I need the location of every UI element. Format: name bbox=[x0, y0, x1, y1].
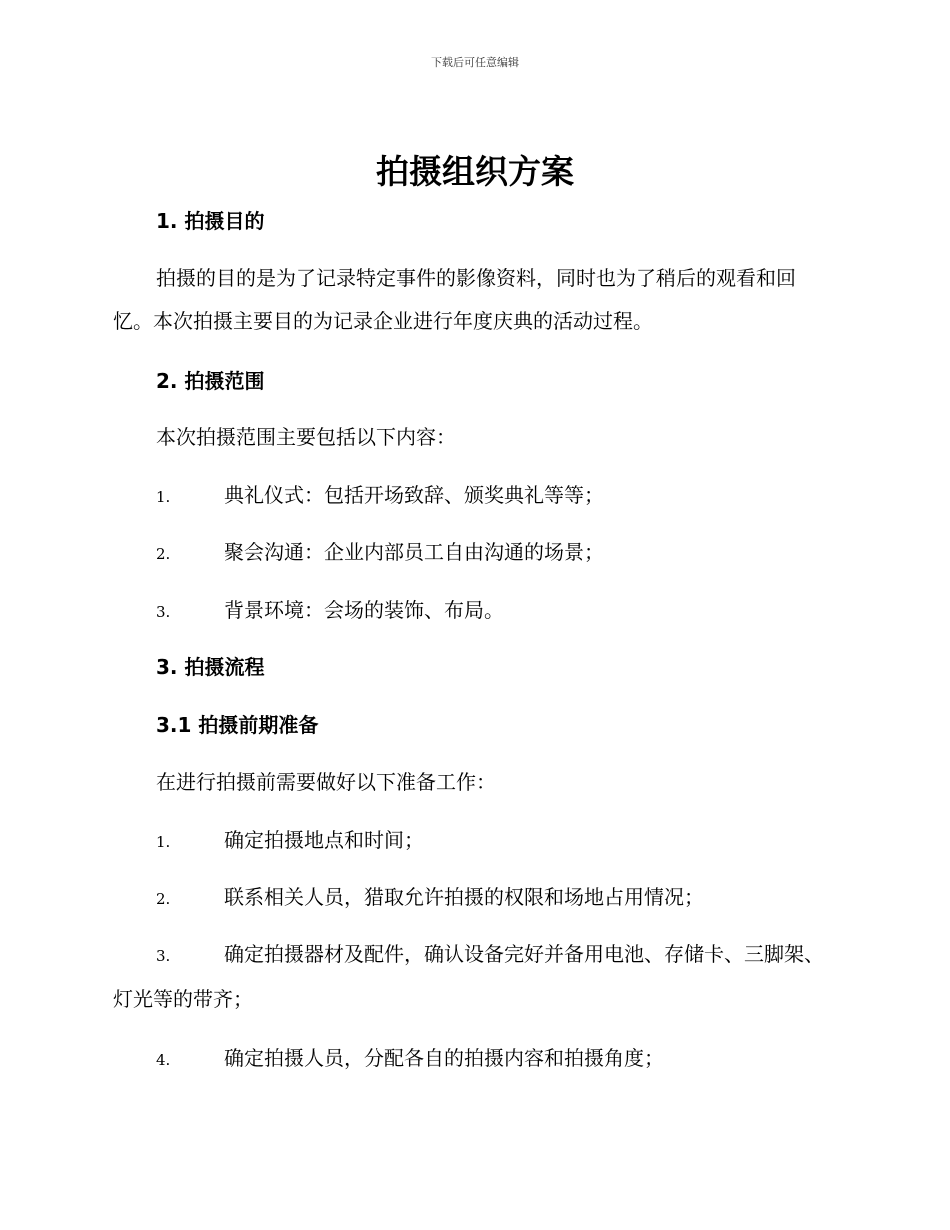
list-number: 3. bbox=[156, 947, 171, 965]
list-text: 确定拍摄人员，分配各自的拍摄内容和拍摄角度； bbox=[224, 1046, 664, 1070]
section-2-intro: 本次拍摄范围主要包括以下内容： bbox=[156, 425, 456, 449]
list-item bbox=[113, 474, 835, 519]
list-text: 聚会沟通：企业内部员工自由沟通的场景； bbox=[224, 540, 604, 564]
section-1-paragraph: 拍摄的目的是为了记录特定事件的影像资料，同时也为了稍后的观看和回忆。本次拍摄主要目的为记录企业进行年度庆典的活动过程。 bbox=[113, 266, 796, 333]
list-number: 4. bbox=[156, 1051, 171, 1069]
section-3-1-heading: 3.1 拍摄前期准备 bbox=[156, 713, 319, 737]
section-3-heading: 3. 拍摄流程 bbox=[156, 655, 265, 679]
section-3-intro: 在进行拍摄前需要做好以下准备工作： bbox=[156, 770, 496, 794]
list-item bbox=[113, 531, 835, 576]
list-text: 确定拍摄地点和时间； bbox=[224, 828, 424, 852]
list-number: 1. bbox=[156, 833, 171, 851]
list-item bbox=[113, 589, 835, 634]
list-text: 背景环境：会场的装饰、布局。 bbox=[224, 598, 504, 622]
list-number: 2. bbox=[156, 545, 171, 563]
list-number: 3. bbox=[156, 603, 171, 621]
list-text: 确定拍摄器材及配件，确认设备完好并备用电池、存储卡、三脚架、灯光等的带齐； bbox=[113, 942, 824, 1011]
document-title: 拍摄组织方案 bbox=[376, 152, 574, 191]
list-item bbox=[113, 819, 835, 864]
list-item bbox=[113, 1037, 835, 1082]
section-2-heading: 2. 拍摄范围 bbox=[156, 369, 265, 393]
list-text: 典礼仪式：包括开场致辞、颁奖典礼等等； bbox=[224, 483, 604, 507]
header-note: 下载后可任意编辑 bbox=[431, 56, 519, 69]
list-text: 联系相关人员，猎取允许拍摄的权限和场地占用情况； bbox=[224, 885, 704, 909]
list-item bbox=[113, 876, 835, 921]
list-item bbox=[113, 933, 835, 1021]
list-number: 1. bbox=[156, 488, 171, 506]
section-1-heading: 1. 拍摄目的 bbox=[156, 209, 265, 233]
list-number: 2. bbox=[156, 890, 171, 908]
